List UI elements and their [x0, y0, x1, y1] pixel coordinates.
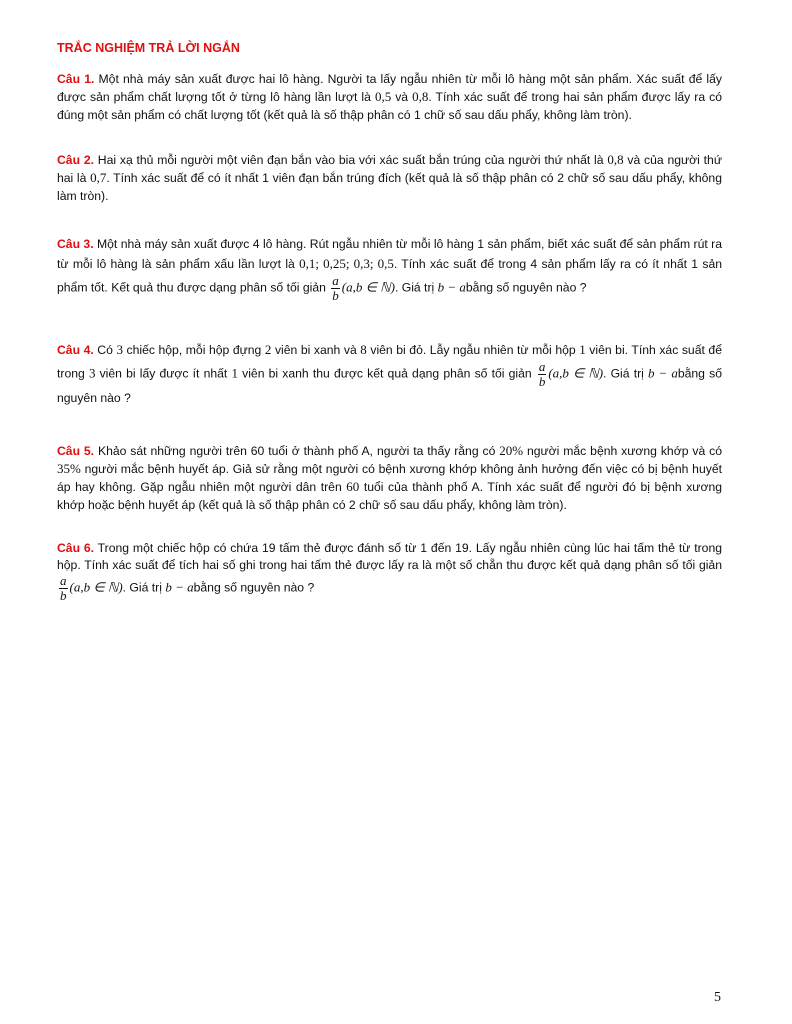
question-1: Câu 1. Một nhà máy sản xuất được hai lô hàng. Người ta lấy ngẫu nhiên từ mỗi lô hàng một sản phẩm. Xác suất để lấy được sản phẩm chất lượng tốt ở từng lô hàng lần lượt là 0,5 và 0,8. Tính xác suất để trong hai sản phẩm được lấy ra có đúng một sản phẩm có chất lượng tốt (kết quả là số thập phân có 1 chữ số sau dấu phẩy, không làm tròn).	[57, 72, 722, 122]
question-label: Câu 5.	[57, 444, 95, 458]
fraction-a-over-b: $\frac{a}{b}$	[60, 573, 67, 603]
question-3: Câu 3. Một nhà máy sản xuất được 4 lô hàng. Rút ngẫu nhiên từ mỗi lô hàng 1 sản phẩm, biết xác suất để sản phẩm rút ra từ mỗi lô hàng là sản phẩm xấu lần lượt là 0,1; 0,25; 0,3; 0,5. Tính xác suất để trong 4 sản phẩm lấy ra có ít nhất 1 sản phẩm tốt. Kết quả thu được dạng phân số tối giản $\frac{a}{b}$ (a,b ∈ ℕ). Giá trị b − abằng số nguyên nào ?	[57, 237, 723, 303]
question-label: Câu 4.	[57, 343, 94, 357]
question-label: Câu 2.	[57, 153, 94, 167]
section-title: TRẮC NGHIỆM TRẢ LỜI NGẮN	[57, 41, 240, 55]
question-2: Câu 2. Hai xạ thủ mỗi người một viên đạn bắn vào bia với xác suất bắn trúng của người thứ nhất là 0,8 và của người thứ hai là 0,7. Tính xác suất để có ít nhất 1 viên đạn bắn trúng đích (kết quả là số thập phân có 2 chữ số sau dấu phẩy, không làm tròn).	[57, 152, 722, 203]
fraction-a-over-b: $\frac{a}{b}$	[538, 359, 546, 389]
question-6: Câu 6. Trong một chiếc hộp có chứa 19 tấm thẻ được đánh số từ 1 đến 19. Lấy ngẫu nhiên cùng lúc hai tấm thẻ từ trong hộp. Tính xác suất để tích hai số ghi trong hai tấm thẻ được lấy ra là một số chẵn thu được kết quả dạng phân số tối giản $\frac{a}{b}$ (a,b ∈ ℕ). Giá trị b − abằng số nguyên nào ?	[57, 541, 723, 603]
page-number: 5	[714, 990, 721, 1005]
question-label: Câu 6.	[57, 541, 95, 555]
question-label: Câu 1.	[57, 72, 95, 86]
question-label: Câu 3.	[57, 237, 94, 251]
question-5: Câu 5. Khảo sát những người trên 60 tuổi ở thành phố A, người ta thấy rằng có 20% người mắc bệnh xương khớp và có 35% người mắc bệnh huyết áp. Giả sử rằng một người có bệnh xương khớp không ảnh hưởng đến việc có bị bệnh huyết áp hay không. Gặp ngẫu nhiên một người dân trên 60 tuổi của thành phố A. Tính xác suất để người đó bị bệnh xương khớp hoặc bệnh huyết áp (kết quả là số thập phân có 2 chữ số sau dấu phẩy, không làm tròn).	[57, 443, 722, 512]
fraction-a-over-b: $\frac{a}{b}$	[332, 273, 339, 303]
question-4: Câu 4. Có 3 chiếc hộp, mỗi hộp đựng 2 viên bi xanh và 8 viên bi đỏ. Lẫy ngẫu nhiên từ mỗi hộp 1 viên bi. Tính xác suất để trong 3 viên bi lấy được ít nhất 1 viên bi xanh thu được kết quả dạng phân số tối giản $\frac{a}{b}$ (a,b ∈ ℕ). Giá trị b − abằng số nguyên nào ?	[57, 342, 722, 405]
